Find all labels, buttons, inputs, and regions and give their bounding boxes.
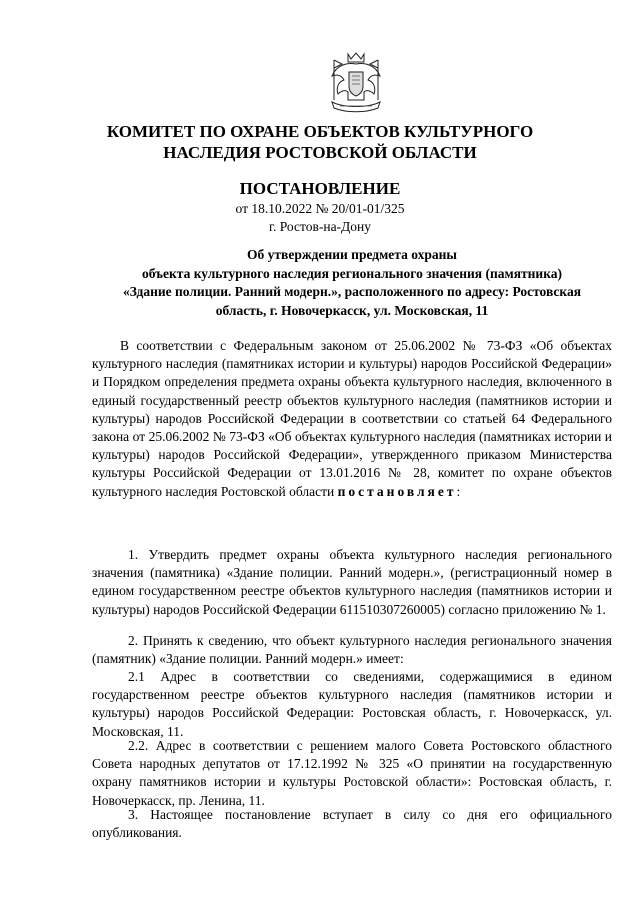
committee-name <box>0 121 640 163</box>
committee-name-line2: НАСЛЕДИЯ РОСТОВСКОЙ ОБЛАСТИ <box>163 143 477 162</box>
document-type: ПОСТАНОВЛЕНИЕ <box>239 179 401 198</box>
item-2-2-paragraph: 2.2. Адрес в соответствии с решением малого Совета Ростовского областного Совета народных депутатов от 17.12.1992 № 325 «О принятии на государственную охрану памятников истории и культуры Ростовской области»: Ростовская область, г. Новочеркасск, пр. Ленина, 11. <box>92 738 612 808</box>
decree-word: постановляет <box>337 483 457 499</box>
document-city: г. Ростов-на-Дону <box>268 219 371 234</box>
title-line3: «Здание полиции. Ранний модерн.», расположенного по адресу: Ростовская <box>122 284 582 299</box>
item-2-paragraph: 2. Принять к сведению, что объект культурного наследия регионального значения (памятник) «Здание полиции. Ранний модерн.» имеет: <box>92 633 612 667</box>
item-3-paragraph: 3. Настоящее постановление вступает в силу со дня его официального опубликования. <box>92 807 612 841</box>
committee-name-line1: КОМИТЕТ ПО ОХРАНЕ ОБЪЕКТОВ КУЛЬТУРНОГО <box>106 122 534 141</box>
title-line2: объекта культурного наследия регионального значения (памятника) <box>141 265 563 281</box>
title-line1: Об утверждении предмета охраны <box>247 247 457 262</box>
title-line4: область, г. Новочеркасск, ул. Московская, 11 <box>215 302 489 318</box>
document-title <box>92 246 612 320</box>
item-2-1-paragraph: 2.1 Адрес в соответствии со сведениями, содержащимися в едином государственном реестре объектов культурного наследия (памятников истории и культуры) народов Российской Федерации: Ростовская область, г. Новочеркасск, ул. Московская, 11. <box>92 669 612 739</box>
coat-of-arms-icon <box>326 50 386 116</box>
intro-text: В соответствии с Федеральным законом от 25.06.2002 № 73-ФЗ «Об объектах культурного наследия (памятниках истории и культуры) народов Российской Федерации» и Порядком определения предмета охраны объекта культурного наследия, включенного в единый государственный реестр объектов культурного наследия (памятников истории и культуры) народов Российской Федерации в соответствии со статьей 64 Федерального закона от 25.06.2002 № 73-ФЗ «Об объектах культурного наследия (памятниках истории и культуры) народов Российской Федерации», утвержденного приказом Министерства культуры Российской Федерации от 13.01.2016 № 28, комитет по охране объектов культурного наследия Ростовской области <box>92 338 612 499</box>
item-1-paragraph: 1. Утвердить предмет охраны объекта культурного наследия регионального значения (памятника) «Здание полиции. Ранний модерн.», (регистрационный номер в едином государственном реестре объектов культурного наследия (памятников истории и культуры) народов Российской Федерации 611510307260005) согласно приложению № 1. <box>92 547 612 617</box>
decree-colon: : <box>456 483 461 499</box>
intro-paragraph <box>92 337 612 501</box>
document-number: от 18.10.2022 № 20/01-01/325 <box>235 201 405 216</box>
